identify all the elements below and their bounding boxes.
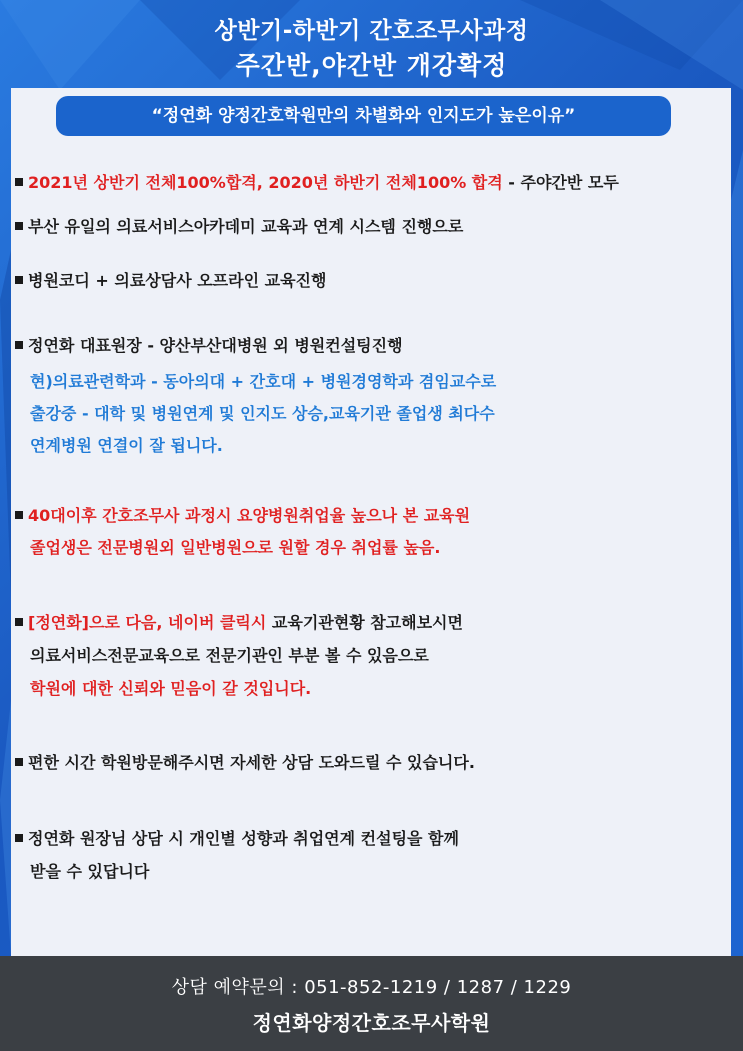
item-director-detail-1: 현)의료관련학과 - 동아의대 + 간호대 + 병원경영학과 겸임교수로 xyxy=(30,372,497,391)
bullet-icon xyxy=(15,222,23,230)
footer-contact: 상담 예약문의 : 051-852-1219 / 1287 / 1229 xyxy=(171,977,572,998)
item-consult-text-1: 정연화 원장님 상담 시 개인별 성향과 취업연계 컨설팅을 함께 xyxy=(28,829,459,848)
item-director-detail-2: 출강중 - 대학 및 병원연계 및 인지도 상승,교육기관 졸업생 최다수 xyxy=(30,404,495,423)
item-search-note: 교육기관현황 참고해보시면 xyxy=(266,613,463,632)
item-pass-rate-note: - 주야간반 모두 xyxy=(502,173,619,192)
item-offline xyxy=(15,268,326,291)
item-academy-text: 부산 유일의 의료서비스아카데미 교육과 연계 시스템 진행으로 xyxy=(28,217,464,236)
item-consult-text-2: 받을 수 있답니다 xyxy=(30,862,150,881)
banner-title: “정연화 양정간호학원만의 차별화와 인지도가 높은이유” xyxy=(56,96,671,136)
bullet-icon xyxy=(15,758,23,766)
item-employment-text-2: 졸업생은 전문병원외 일반병원으로 원할 경우 취업률 높음. xyxy=(30,538,441,557)
item-consult xyxy=(15,826,459,849)
item-director xyxy=(15,333,403,356)
item-academy xyxy=(15,214,463,237)
item-employment-text-1: 40대이후 간호조무사 과정시 요양병원취업율 높으나 본 교육원 xyxy=(28,506,471,525)
item-offline-text: 병원코디 + 의료상담사 오프라인 교육진행 xyxy=(28,271,327,290)
item-pass-rate xyxy=(15,170,619,193)
header-line1: 상반기-하반기 간호조무사과정 xyxy=(214,18,529,44)
item-search xyxy=(15,610,463,633)
header xyxy=(0,0,743,88)
content-panel xyxy=(11,88,731,956)
bullet-icon xyxy=(15,618,23,626)
bullet-icon xyxy=(15,178,23,186)
item-director-detail-3: 연계병원 연결이 잘 됩니다. xyxy=(30,436,223,455)
footer-academy-name: 정연화양정간호조무사학원 xyxy=(252,1011,491,1035)
item-director-text: 정연화 대표원장 - 양산부산대병원 외 병원컨설팅진행 xyxy=(28,336,403,355)
item-visit-text: 편한 시간 학원방문해주시면 자세한 상담 도와드릴 수 있습니다. xyxy=(28,753,475,772)
item-search-text-2: 의료서비스전문교육으로 전문기관인 부분 볼 수 있음으로 xyxy=(30,646,429,665)
bullet-icon xyxy=(15,341,23,349)
item-search-text-3: 학원에 대한 신뢰와 믿음이 갈 것입니다. xyxy=(30,679,312,698)
bullet-icon xyxy=(15,276,23,284)
header-line2: 주간반,야간반 개강확정 xyxy=(235,51,508,80)
item-employment xyxy=(15,503,470,526)
item-search-highlight: [정연화]으로 다음, 네이버 클릭시 xyxy=(28,613,267,632)
footer xyxy=(0,956,743,1051)
item-visit xyxy=(15,750,475,773)
item-pass-rate-highlight: 2021년 상반기 전체100%합격, 2020년 하반기 전체100% 합격 xyxy=(28,173,503,192)
bullet-icon xyxy=(15,511,23,519)
bullet-icon xyxy=(15,834,23,842)
